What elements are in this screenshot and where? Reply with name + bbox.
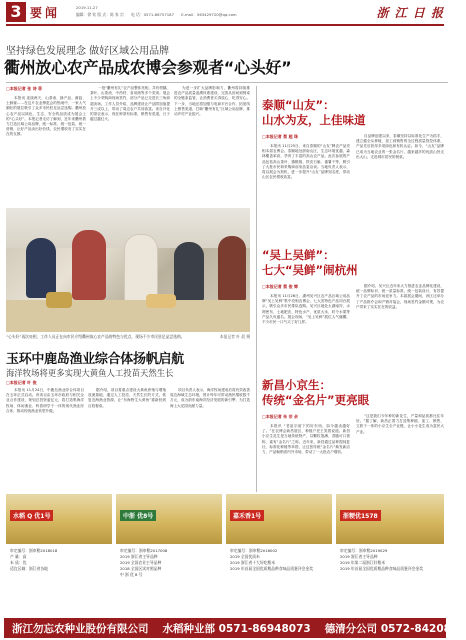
photo-caption [6,334,250,339]
lead-column-1 [6,96,86,208]
product-2-line-4: 2018 全国区试对照品种 [120,566,162,571]
editor-info [76,12,237,18]
product-4-line-4: 2019 年首届全国优质稻品种食味品质鉴评会金奖 [340,566,424,571]
story2-paragraph-1: 本报讯 11月25日，来自泰顺的“山友”牌农产品亮相本届农博会。泰顺地处浙南山区，生态环境优越，森林覆盖率高，孕育了丰富的高山农产品。此次参展的产品包括高山茶叶、猕猴桃、铁皮石斛、番薯干等，吸引了大批市民和采购商前来品鉴洽谈。当地负责人表示，将以展会为契机，进一步提升“山友”品牌知名度，带动山区农民增收致富。 [262,144,350,180]
product-2-line-3: 2019 全国农业主导品种 [120,560,162,565]
story5-column-3 [170,388,250,490]
product-info-3 [230,548,330,572]
product-2-line-5: 中 浙 优 8 号 [120,572,143,577]
product-2-line-2: 2019 浙江省主导品种 [120,554,158,559]
page-header [6,2,444,24]
story4-byline: □本报记者 朱 宗 余 [262,414,298,419]
story2-headline-line2: 山水为友，上佳味道 [262,113,366,127]
story3-headline-line2: 七大“吴鲜”闹杭州 [262,263,358,277]
photo-caption-text: “心头好”再次亮相，工作人员正在向市民介绍衢州放心农产品的特色与优点，现场不少市民驻足品尝选购。 [6,334,185,339]
product-info-2 [120,548,220,578]
story4-paragraph-2: “这是我们今年种的新花生，产量和品质都比往年好。”据了解，新昌正着力打造集种植、加工、销售、文旅于一体的小京生全产业链，让小小花生成为富民大产业。 [356,414,444,434]
story5-paragraph-1: 本报讯 11月24日，中鹿岛渔业综合体项目在玉环正式启动。该项目由玉环市政府与相关企业合作建设，规划总投资逾亿元，将打造集海洋牧场、休闲渔业、科普研学于一体的现代渔业综合体，推动传统渔业转型升级。 [6,388,84,413]
story4-column-2 [356,414,444,490]
product-card-1 [6,494,112,616]
product-card-4 [336,494,444,616]
story2-column-2 [356,134,444,240]
header-divider [6,24,444,26]
story2-headline-line1: 泰顺“山友”： [262,98,335,112]
story3-column-2 [356,284,444,370]
product-3-line-2: 2019 全国优质米 [230,554,260,559]
photo-person-5 [218,236,246,302]
product-1-line-3: 米 质：优 [10,560,27,565]
story5-column-2 [88,388,166,490]
product-badge-3: 嘉禾香1号 [230,510,264,521]
product-badge-1: 水稻 Q 优1号 [10,510,53,521]
product-4-line-2: 2019 浙江省主导品种 [340,554,378,559]
product-card-3 [226,494,332,616]
lead-rule [6,82,448,83]
lead-paragraph-2: 一批“衢州有礼”农产品整体亮相，共有柑橘、茶叶、山茶油、中药材、食用菌等多个类别。展会上不少采购商现场签约，部分产品已走进长三角商超卖场。工作人员介绍，品牌建设让产品附加值提升三成以上，带动了周边农户共同致富。来自开化的茶农表示，现在种茶有标准，销售有渠道，日子越过越红火。 [90,86,171,122]
story4-headline-line2: 传统“金名片”更亮眼 [262,393,370,407]
photo-person-2 [72,230,106,300]
photo-person-4 [174,242,204,302]
phone: 电 话：0571-86757187 [131,12,174,17]
photo-credit: 本报记者 叶 晨 摄 [219,334,250,339]
footer-brand-2: 德清分公司 0572-8420830 [324,622,466,635]
photo-person-1 [26,238,56,298]
story2-headline [262,98,366,128]
lead-byline: □本报记者 张 诗 菲 [6,86,42,91]
story3-headline [262,248,358,278]
lead-photo [6,208,250,332]
story3-headline-line1: “吴上吴鲜”： [262,248,335,262]
product-badge-4: 浙粳优1578 [340,510,381,521]
page-number: 3 [6,2,26,22]
lead-column-2 [90,86,170,208]
story2-paragraph-2: 自品牌创建以来，泰顺坚持以标准化生产为抓手，建立健全从种植、加工到销售的全过程质量管控体系，产品先后获得多项绿色和有机认证。如今，“山友”品牌已成为当地农业的一张金名片，越来越多的优质山货走出大山，走进城市居民的餐桌。 [356,134,444,159]
product-4-line-1: 审定编号：浙审稻2019029 [340,548,388,553]
story5-paragraph-3: 项目负责人表示，海洋牧场建成后将有效改善周边海域生态环境，预计每年可带动渔民增收数千万元，成为浙东南海洋经济发展的新引擎，为打造海上大花园贡献力量。 [170,388,250,408]
masthead-logo: 浙 江 日 报 [376,6,444,20]
product-1-line-4: 适宜区域：浙江省各地 [10,566,48,571]
story5-headline: 玉环中鹿岛渔业综合体扬帆启航 [6,352,184,367]
story3-paragraph-1: 本报讯 11月26日，湖州吴兴区农产品区域公用品牌“吴上吴鲜”集中亮相农博会，七大类特色产品同台展示，吸引众多市民排队选购。吴兴区地处太湖南岸，水网密布、土地肥沃，特色水产、优质大米、时令水果等产品久负盛名。展会现场，“吴上吴鲜”展位人气爆棚，不少市民一口气买了好几样。 [262,294,350,325]
footer-brand-1: 水稻种业部 0571-86948073 [162,622,311,635]
lead-headline: 衢州放心农产品成农博会参观者“心头好” [4,58,292,77]
story2-byline: □本报记者 蔡 超 珠 [262,134,298,139]
product-1-line-1: 审定编号：浙审稻2018018 [10,548,58,553]
footer-company: 浙江勿忘农种业股份有限公司 [12,622,149,635]
column-divider [256,86,257,492]
photo-produce-tray [146,294,176,308]
product-4-line-3: 2019 年第二届浙江好稻米 [340,560,386,565]
product-3-line-1: 审定编号：浙审稻2016002 [230,548,278,553]
product-strip [6,494,444,616]
product-card-2 [116,494,222,616]
story2-column-1 [262,144,350,240]
photo-produce-basket [46,292,72,308]
product-info-4 [340,548,442,572]
product-badge-2: 中浙 优8号 [120,510,156,521]
photo-table [6,300,250,332]
lead-paragraph-3: 为进一步扩大品牌影响力，衢州将持续推进农产品质量追溯体系建设，完善从田间到餐桌的全链条监管，让消费者买得放心、吃得安心。下一步，当地还将加强与电商平台合作，拓宽线上销售渠道，打响“衢州有礼”区域公用品牌，推动乡村产业振兴。 [174,86,250,117]
email: E-mail：563429720@qq.com [181,12,237,17]
lead-kicker: 坚持绿色发展理念 做好区域公用品牌 [6,46,170,57]
product-2-line-1: 审定编号：浙审稻2017008 [120,548,168,553]
story4-paragraph-1: 本报讯 “老祖宗留下的好东西，如今越卖越好了。”在农博会新昌展区，种植户老王笑着说道。新昌小京生花生是当地传统特产，以颗粒饱满、香脆可口著称，素有“金名片”之称。近年来，新昌通过品种提纯复壮、标准化种植等举措，让这张传统“金名片”焕发新活力，产品畅销省内外市场，带动了一大批农户增收。 [262,424,350,455]
product-info-1 [10,548,110,572]
section-title: 要闻 [30,6,61,20]
story4-headline-line1: 新昌小京生： [262,378,331,392]
story5-column-1 [6,388,84,490]
editors: 编辑：徐 钦 版 式：陈 家 宗 [76,12,124,17]
product-3-line-3: 2019 浙江省十大好吃稻米 [230,560,276,565]
footer-ad-banner [4,618,466,638]
story5-paragraph-2: 据介绍，项目将重点建设大黄鱼养殖与增殖放流基地，通过人工投苗、天然生长的方式，恢复近海渔业资源，让“东海野生大黄鱼”重新回到百姓餐桌。 [88,388,166,408]
story3-column-1 [262,294,350,370]
story5-subhead: 海洋牧场将更多实现大黄鱼人工投苗天然生长 [6,368,174,378]
product-3-line-4: 2019 年首届全国优质稻品种食味品质鉴评会金奖 [230,566,314,571]
story5-byline: □本报记者 叶 俊 [6,380,37,385]
lead-paragraph-1: 本报讯 连续两天，山茶油、蜂产品、菌菇、土蜂蜜……在这片农业博览会的热闹中，一家人气颇旺的展位吸引了众多市民驻足品尝选购。衢州放心农产品以绿色、生态、安全的品质成为展会上的“心头好”。本报记者走访了解到，近年来衢州着力打造区域公用品牌，统一标准、统一包装、统一营销，让好产品卖出好价钱，农民增收有了实实在在的支撑。 [6,96,86,137]
lead-column-3 [174,86,250,208]
product-1-line-2: 产 量：高 [10,554,27,559]
story4-column-1 [262,424,350,490]
story3-byline: □本报记者 蔡 俊 辉 [262,284,298,289]
story3-paragraph-2: 据介绍，吴兴区近年来大力推进农业品牌化建设，统一品牌标识，统一质量标准，统一包装设计，有效提升了农产品的市场竞争力。本届展会期间，该区还举办了产品推介会和产销对接会，现场签约金额可观，为农户带来了实实在在的收益。 [356,284,444,309]
story4-headline [262,378,369,408]
issue-date: 2019.11.27 [76,5,98,10]
